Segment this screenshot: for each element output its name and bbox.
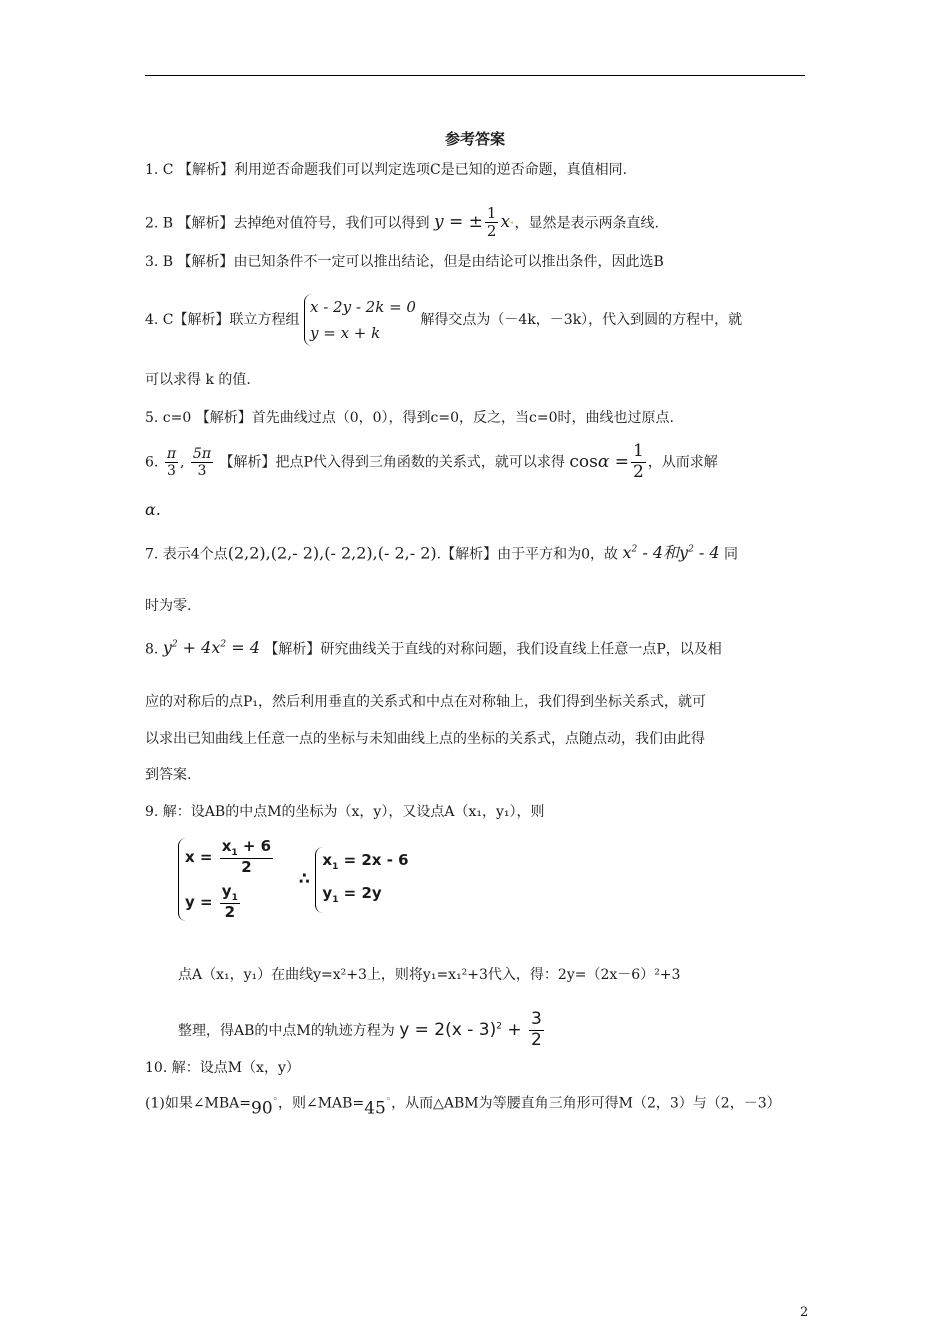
answer-8 xyxy=(145,635,722,659)
page-title: 参考答案 xyxy=(444,130,505,148)
answer-4-system xyxy=(304,294,416,346)
answer-1: 1. C 【解析】利用逆否命题我们可以判定选项C是已知的逆否命题，真值相同. xyxy=(145,162,628,178)
answer-6-number: 6. xyxy=(145,454,159,471)
answer-2-suffix: ，显然是表示两条直线. xyxy=(514,215,659,232)
answer-7-formula: $x^2 - 4$和$y^2 - 4$ xyxy=(622,543,720,563)
answer-7-suffix: 同 xyxy=(724,546,739,563)
answer-7-prefix: 7. 表示4个点 xyxy=(145,546,228,563)
y-midpoint-eq: y = $\frac{y_1}{2}$ xyxy=(185,881,238,921)
answer-10-heading: 10. 解：设点M（x，y） xyxy=(145,1060,300,1076)
answer-5: 5. c=0 【解析】首先曲线过点（0，0），得到c=0，反之，当c=0时，曲线也过原点. xyxy=(145,410,674,426)
header-rule xyxy=(145,75,805,76)
answer-8-continued-3: 到答案. xyxy=(145,767,192,783)
answer-4-suffix: 解得交点为（－4k，－3k），代入到圆的方程中，就 xyxy=(420,312,743,328)
cos-alpha-formula: cosα = $\frac{1}{2}$ xyxy=(569,441,644,482)
answer-4 xyxy=(145,294,742,346)
answer-9-line-3 xyxy=(178,1010,546,1050)
answer-8-text: 【解析】研究曲线关于直线的对称问题，我们设直线上任意一点P，以及相 xyxy=(264,641,722,658)
fraction-pi-3: $\frac{\pi}{3}$ xyxy=(166,445,177,480)
marker-dot: · xyxy=(510,215,515,232)
fraction-5pi-3: $\frac{5\pi}{3}$ xyxy=(192,445,212,480)
answer-10-part-c: ，从而△ABM为等腰直角三角形可得M（2，3）与（2，－3） xyxy=(391,1095,781,1112)
system-eq-1: x - 2y - 2k = 0 xyxy=(309,298,416,316)
answer-4-prefix: 4. C【解析】联立方程组 xyxy=(145,312,300,328)
answer-7 xyxy=(145,540,738,564)
answer-6-suffix: ，从而求解 xyxy=(647,454,718,471)
answer-9-line-3-prefix: 整理，得AB的中点M的轨迹方程为 xyxy=(178,1023,395,1040)
answer-8-continued-2: 以求出已知曲线上任意一点的坐标与未知曲线上点的坐标的关系式，点随点动，我们由此得 xyxy=(145,731,705,747)
angle-45: 45 xyxy=(364,1098,386,1119)
answer-7-text: .【解析】由于平方和为0，故 xyxy=(436,546,619,563)
answer-6: 6. $\frac{\pi}{3}$ , $\frac{5\pi}{3}$ 【解析】把点P代入得到三角函数的关系式，就可以求得 cosα = $\frac{1}{2}$ ，从而求解 xyxy=(145,441,718,482)
answer-3: 3. B 【解析】由已知条件不一定可以推出结论，但是由结论可以推出条件，因此选B xyxy=(145,254,664,270)
answer-10-part-b: ，则∠MAB= xyxy=(277,1095,365,1112)
solved-system xyxy=(315,847,408,913)
therefore-symbol: ∴ xyxy=(298,869,310,889)
answer-4-continued: 可以求得 k 的值. xyxy=(145,372,251,388)
x1-eq: $x_1 = 2x - 6$ xyxy=(322,850,409,872)
answer-8-formula: $y^2 + 4x^2 = 4$ xyxy=(162,638,260,658)
answer-8-number: 8. xyxy=(145,641,159,658)
x-midpoint-eq: x = $\frac{x_1 + 6}{2}$ xyxy=(185,837,272,877)
angle-90: 90 xyxy=(251,1098,273,1119)
answer-7-points: (2,2),(2,- 2),(- 2,2),(- 2,- 2) xyxy=(227,543,437,563)
y1-eq: $y_1 = 2y$ xyxy=(322,883,382,905)
answer-8-continued-1: 应的对称后的点P₁，然后利用垂直的关系式和中点在对称轴上，我们得到坐标关系式，就可 xyxy=(145,694,707,710)
answer-2-formula: y = ± $\frac{1}{2}$ x xyxy=(434,204,511,241)
answer-10-line-1: (1)如果∠MBA=90◦，则∠MAB=45◦，从而△ABM为等腰直角三角形可得M（2，3）与（2，－3） xyxy=(145,1095,781,1119)
system-eq-2: y = x + k xyxy=(309,324,381,342)
answer-9-system xyxy=(178,838,409,921)
midpoint-system xyxy=(178,838,275,921)
page-number: 2 xyxy=(800,1305,809,1320)
answer-6-text: 【解析】把点P代入得到三角函数的关系式，就可以求得 xyxy=(219,454,565,471)
answer-2-prefix: 2. B 【解析】去掉绝对值符号，我们可以得到 xyxy=(145,215,430,232)
answer-2 xyxy=(145,205,659,241)
answer-7-continued: 时为零. xyxy=(145,598,192,614)
answer-6-continued: α. xyxy=(145,500,161,519)
answer-9-heading: 9. 解：设AB的中点M的坐标为（x，y），又设点A（x₁，y₁），则 xyxy=(145,804,545,820)
answer-10-part-a: (1)如果∠MBA= xyxy=(145,1095,252,1112)
answer-9-line-2: 点A（x₁，y₁）在曲线y=x²+3上，则将y₁=x₁²+3代入，得：2y=（2x－6）²+3 xyxy=(178,967,681,983)
locus-equation: y = 2(x - 3)$^2$ + $\frac{3}{2}$ xyxy=(399,1009,542,1050)
